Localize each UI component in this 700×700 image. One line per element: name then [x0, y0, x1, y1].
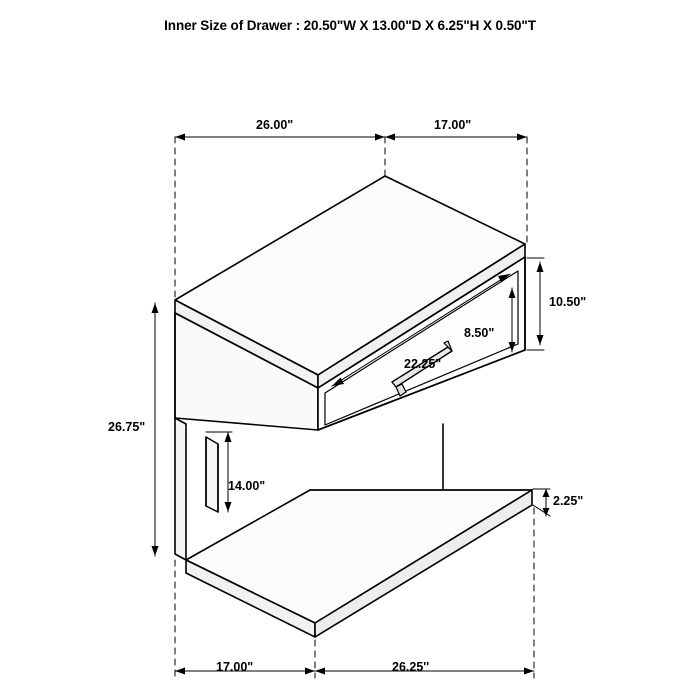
dim-bottom-left-depth: 17.00"	[216, 660, 254, 674]
dim-overall-height: 26.75"	[108, 420, 146, 434]
dim-drawer-front-width: 22.25"	[404, 357, 442, 371]
page-title: Inner Size of Drawer : 20.50"W X 13.00"D X 6.25"H X 0.50"T	[164, 18, 536, 33]
bottom-shelf	[186, 490, 532, 637]
dim-base-opening-height: 14.00"	[228, 479, 266, 493]
dim-drawer-front-height: 10.50"	[549, 295, 587, 309]
dim-top-right-depth: 17.00"	[434, 118, 472, 132]
dim-drawer-side-height: 8.50"	[464, 326, 495, 340]
dim-bottom-right-width: 26.25''	[392, 660, 430, 674]
dim-base-shelf-thickness: 2.25"	[553, 494, 584, 508]
dim-top-left-width: 26.00"	[256, 118, 294, 132]
